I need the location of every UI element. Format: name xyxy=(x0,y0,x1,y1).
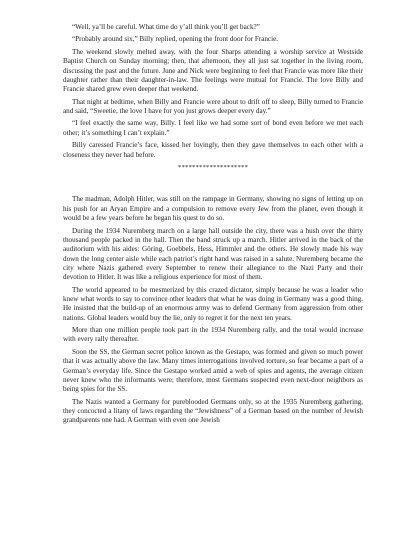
paragraph: The Nazis wanted a Germany for pureblooded Germans only, so at the 1935 Nuremberg gathering, they concocted a litany of laws regarding the “Jewishness” of a German based on the number of Jewish grandparents one had. A German with even one Jewish xyxy=(63,397,363,425)
paragraph: Soon the SS, the German secret police known as the Gestapo, was formed and given so much power that it was actually above the law. Many times interrogations involved torture, so fear became a part of a German’s everyday life. Since the Gestapo worked amid a web of spies and agents, the average citizen never knew who the informants were; therefore, most Germans suspected even next-door neighbors as being spies for the SS. xyxy=(63,347,363,394)
paragraph: “Probably around six,” Billy replied, opening the front door for Francie. xyxy=(72,35,279,44)
paragraph: During the 1934 Nuremberg march on a large hall outside the city, there was a hush over the thirty thousand people packed in the hall. Then the band struck up a march. Hitler arrived in the back of the auditorium with his aides: Göring, Goebbels, Hess, Himmler and the others. He slowly made his way down the long center aisle while each patriot’s right hand was raised in a salute. Nuremberg became the city where Nazis gathered every September to renew their allegiance to the Nazi Party and their devotion to Hitler. It was like a religious experience for most of them. xyxy=(63,226,363,282)
paragraph: “Well, ya’ll be careful. What time do y’all think you’ll get back?” xyxy=(72,23,260,31)
section-separator: ******************** xyxy=(178,164,248,172)
paragraph: The weekend slowly melted away, with the four Sharps attending a worship service at Westside Baptist Church on Sunday morning; then, that afternoon, they all just sat together in the living room, discussing the past and the future. June and Nick were beginning to feel that Francie was more like their daughter rather than their daughter-in-law. The feelings were mutual for Francie. The love Billy and Francie shared grew even deeper that weekend. xyxy=(63,47,363,94)
paragraph: The world appeared to be mesmerized by this crazed dictator, simply because he was a leader who knew what words to say to convince other leaders that what he was doing in Germany was a good thing. He insisted that the build-up of an enormous army was to defend Germany from aggression from other nations. Global leaders would buy the lie, only to regret it for the next ten years. xyxy=(63,285,363,322)
paragraph: That night at bedtime, when Billy and Francie were about to drift off to sleep, Billy turned to Francie and said, “Sweetie, the love I have for you just grows deeper every day.” xyxy=(63,97,363,116)
paragraph: More than one million people took part in the 1934 Nuremberg rally, and the total would increase with every rally thereafter. xyxy=(63,326,363,344)
paragraph: “I feel exactly the same way, Billy. I feel like we had some sort of bond even before we met each other; it’s something I can’t explain.” xyxy=(63,119,363,137)
section-gap xyxy=(63,172,363,195)
paragraph: The madman, Adolph Hitler, was still on the rampage in Germany, showing no signs of letting up on his push for an Aryan Empire and a compulsion to remove every Jew from the planet, even though it would be a few years before he began his quest to do so. xyxy=(63,195,363,223)
book-page xyxy=(63,23,363,429)
paragraph: Billy caressed Francie’s face, kissed her lovingly, then they gave themselves to each other with a closeness they never had before. xyxy=(63,141,363,159)
